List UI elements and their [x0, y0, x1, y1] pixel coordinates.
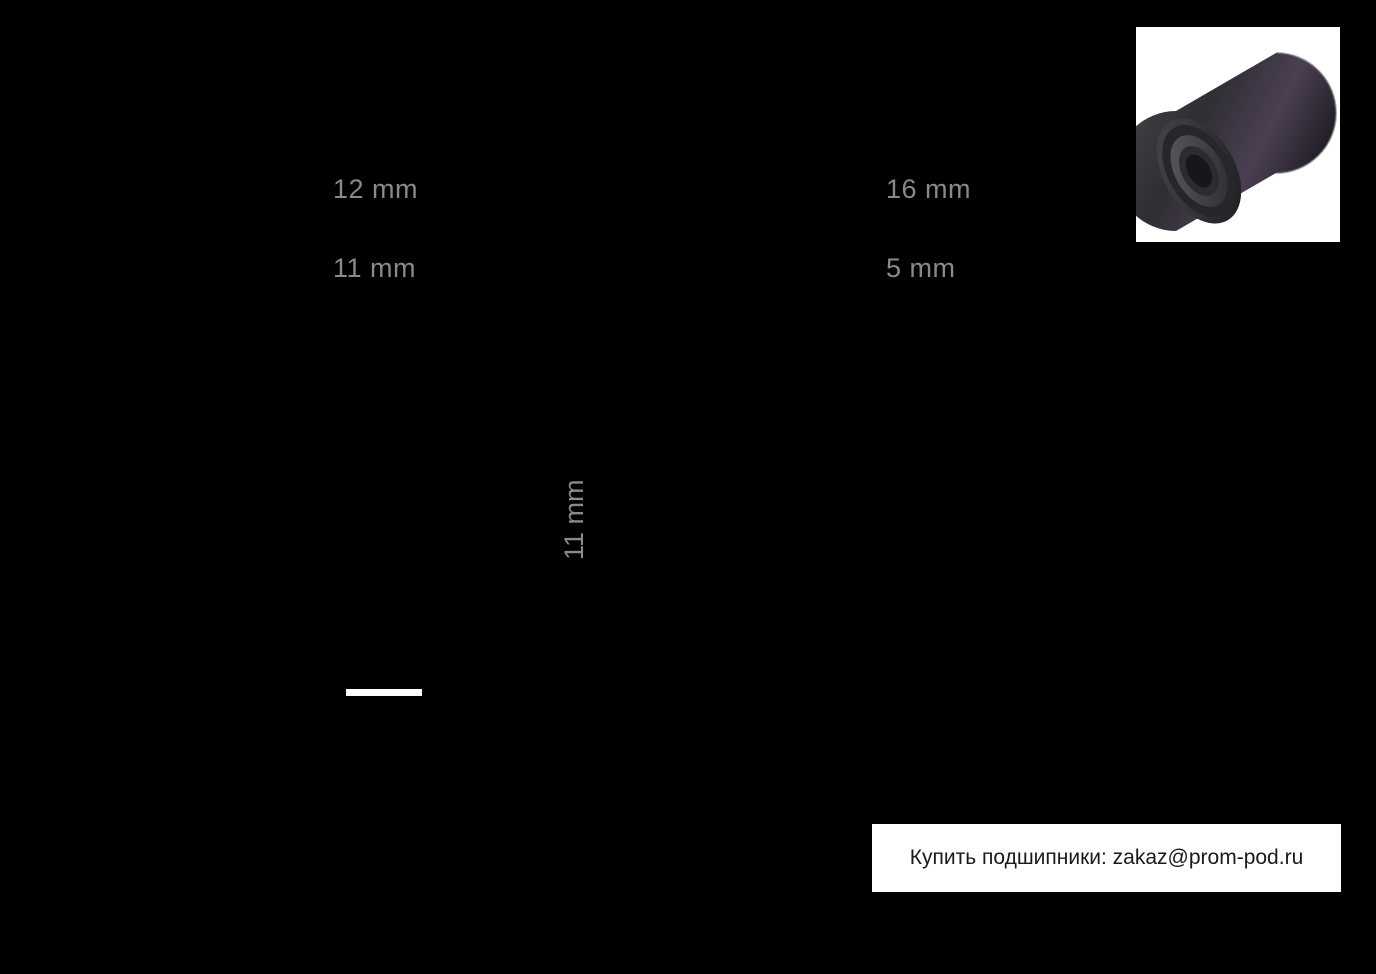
dimension-label-height-vertical: 11 mm [558, 479, 589, 560]
dimension-label-width: 5 mm [886, 253, 956, 283]
dimension-label-outer-diameter: 16 mm [886, 174, 972, 204]
contact-banner [872, 824, 1341, 892]
dimension-label-bore-outer: 12 mm [333, 174, 419, 204]
bearing-illustration [1136, 27, 1340, 242]
scale-tick-marker [346, 689, 422, 696]
product-thumbnail [1136, 27, 1340, 242]
dimension-label-bore-inner: 11 mm [333, 253, 417, 283]
contact-banner-text: Купить подшипники: zakaz@prom-pod.ru [909, 846, 1304, 869]
